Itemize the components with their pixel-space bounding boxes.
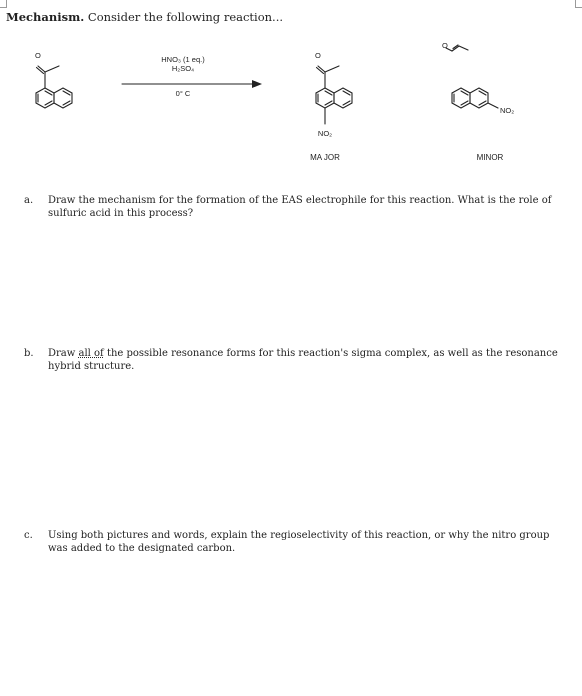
corner-mark-top-left-h — [0, 7, 7, 8]
minor-product-oxygen-label: O — [442, 41, 448, 50]
question-b-letter: b. — [24, 348, 34, 359]
reaction-conditions: 0° C — [175, 89, 191, 98]
question-b — [24, 347, 564, 373]
question-a-text: Draw the mechanism for the formation of the EAS electrophile for this reaction. What is the role of sulfuric acid in this process? — [48, 195, 552, 219]
starting-material-structure — [36, 66, 72, 108]
minor-product-structure — [446, 45, 498, 108]
question-c-text: Using both pictures and words, explain the regioselectivity of this reaction, or why the nitro group was added to the designated carbon. — [48, 530, 550, 554]
corner-mark-top-right-h — [575, 7, 582, 8]
title-bold: Mechanism. — [6, 10, 85, 24]
minor-product-nitro-label: NO₂ — [500, 106, 515, 115]
major-product-structure — [316, 66, 352, 124]
major-product-oxygen-label: O — [315, 51, 321, 60]
question-a — [24, 194, 564, 220]
major-product-label: MA JOR — [310, 153, 340, 162]
question-a-letter: a. — [24, 195, 34, 206]
question-b-text-emphasis: all of — [78, 348, 104, 359]
title-rest: Consider the following reaction... — [87, 10, 284, 24]
question-b-text-pre: Draw — [48, 348, 79, 359]
reagent-nitric-acid: HNO₃ (1 eq.) — [161, 55, 205, 64]
question-b-text-post: the possible resonance forms for this reaction's sigma complex, as well as the resonance hybrid structure. — [48, 348, 558, 372]
reaction-scheme — [0, 28, 582, 168]
question-b-text — [48, 347, 564, 373]
reagent-sulfuric-acid: H₂SO₄ — [171, 64, 195, 73]
page-title — [6, 10, 283, 24]
reaction-arrow — [122, 80, 262, 88]
question-c-letter: c. — [24, 530, 33, 541]
major-product-nitro-label: NO₂ — [317, 129, 333, 138]
minor-product-label: MINOR — [476, 153, 504, 162]
question-c — [24, 529, 564, 555]
starting-material-oxygen-label: O — [35, 51, 41, 60]
